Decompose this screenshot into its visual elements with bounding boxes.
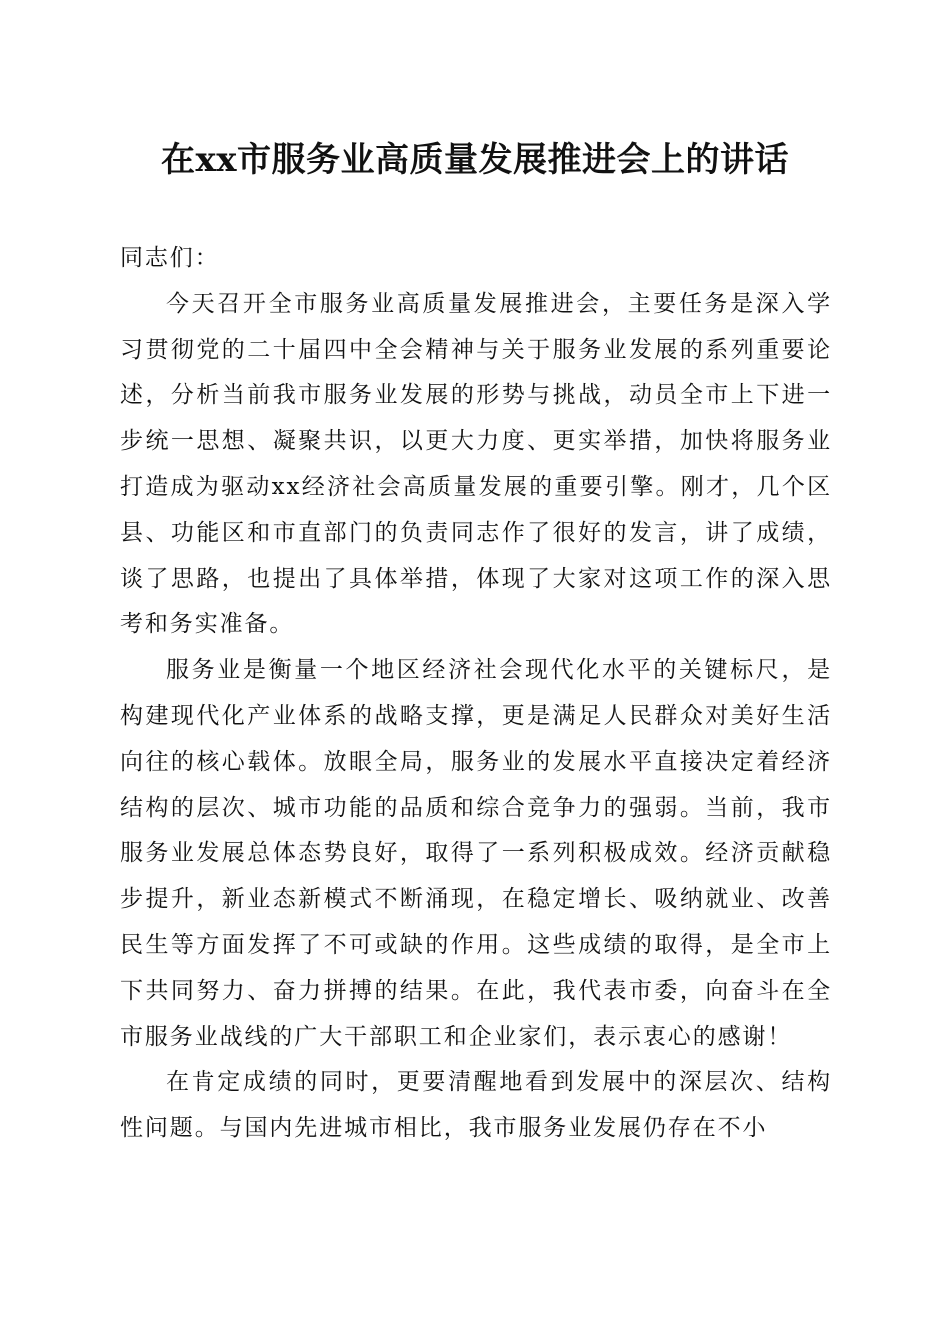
document-body — [120, 236, 832, 1152]
document-title: 在xx市服务业高质量发展推进会上的讲话 — [160, 140, 790, 180]
paragraph-problems: 在肯定成绩的同时，更要清醒地看到发展中的深层次、结构性问题。与国内先进城市相比，我市服务业发展仍存在不小 — [120, 1069, 832, 1142]
salutation: 同志们： — [120, 245, 220, 271]
paragraph-significance: 服务业是衡量一个地区经济社会现代化水平的关键标尺，是构建现代化产业体系的战略支撑，更是满足人民群众对美好生活向往的核心载体。放眼全局，服务业的发展水平直接决定着经济结构的层次、城市功能的品质和综合竞争力的强弱。当前，我市服务业发展总体态势良好，取得了一系列积极成效。经济贡献稳步提升，新业态新模式不断涌现，在稳定增长、吸纳就业、改善民生等方面发挥了不可或缺的作用。这些成绩的取得，是全市上下共同努力、奋力拼搏的结果。在此，我代表市委，向奋斗在全市服务业战线的广大干部职工和企业家们，表示衷心的感谢！ — [120, 657, 832, 1050]
paragraph-opening: 今天召开全市服务业高质量发展推进会，主要任务是深入学习贯彻党的二十届四中全会精神与关于服务业发展的系列重要论述，分析当前我市服务业发展的形势与挑战，动员全市上下进一步统一思想、凝聚共识，以更大力度、更实举措，加快将服务业打造成为驱动xx经济社会高质量发展的重要引擎。刚才，几个区县、功能区和市直部门的负责同志作了很好的发言，讲了成绩，谈了思路，也提出了具体举措，体现了大家对这项工作的深入思考和务实准备。 — [120, 290, 832, 638]
